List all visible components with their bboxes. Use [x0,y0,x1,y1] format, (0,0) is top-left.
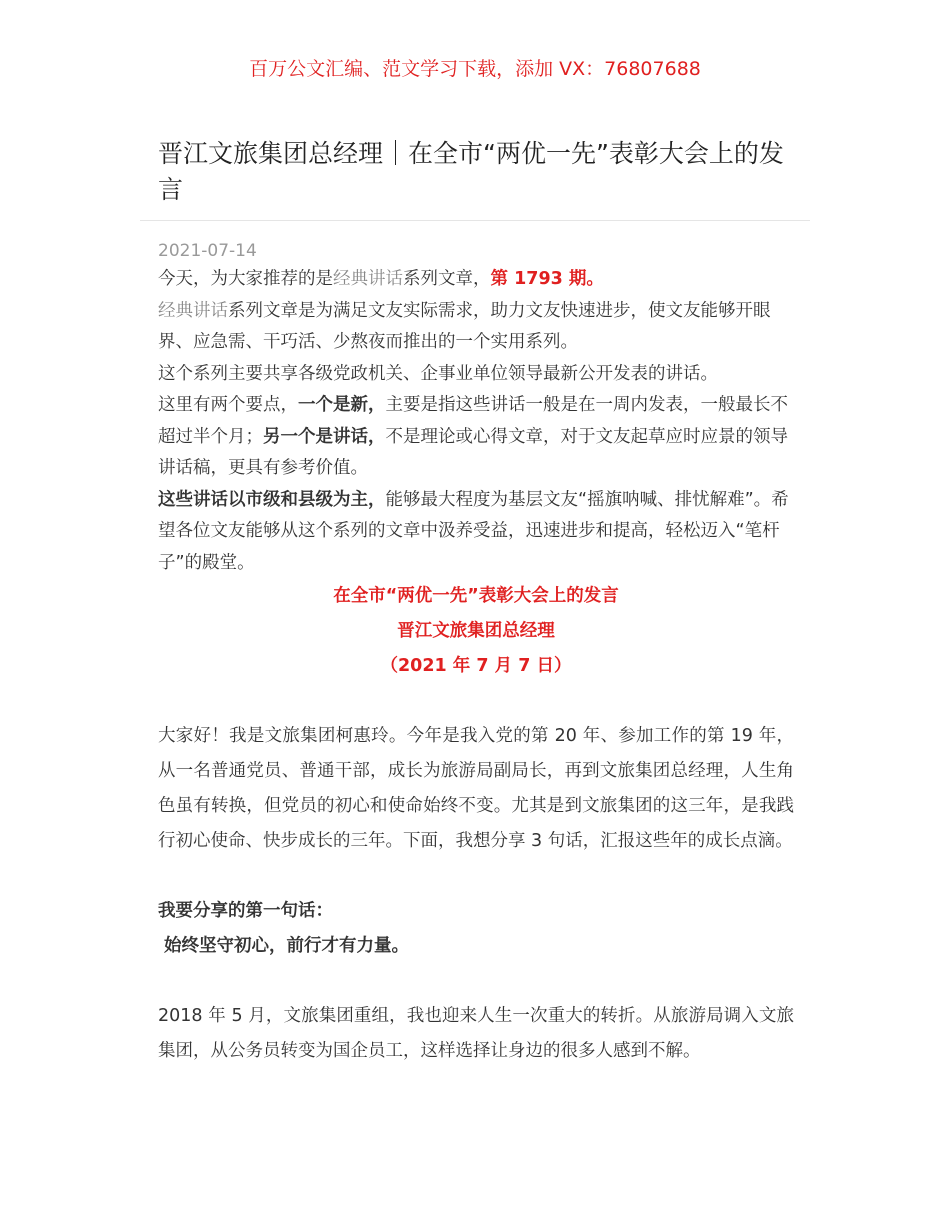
intro-text: 主要是指这些讲话一般是在一周内发表，一般最长不超过半个月； [158,395,788,447]
spacer [158,859,794,894]
spacer [158,684,794,719]
intro-paragraph-4 [158,390,794,485]
title-divider [140,220,810,221]
intro-paragraph-3: 这个系列主要共享各级党政机关、企事业单位领导最新公开发表的讲话。 [158,363,718,384]
intro-text: 这里有两个要点， [158,395,298,415]
intro-paragraph-1 [158,264,794,296]
speech-speaker: 晋江文旅集团总经理 [397,621,555,641]
intro-paragraph-5 [158,485,794,580]
series-name: 经典讲话 [158,300,228,321]
article-title: 晋江文旅集团总经理｜在全市“两优一先”表彰大会上的发言 [158,139,784,204]
intro-text: 系列文章是为满足文友实际需求，助力文友快速进步，使文友能够开眼界、应急需、干巧活、少熬夜而推出的一个实用系列。 [158,300,771,352]
speech-paragraph-2: 2018 年 5 月，文旅集团重组，我也迎来人生一次重大的转折。从旅游局调入文旅集团，从公务员转变为国企员工，这样选择让身边的很多人感到不解。 [158,1006,794,1061]
emphasis-text: 另一个是讲话， [263,426,386,447]
intro-paragraph-2 [158,296,794,359]
intro-text: 能够最大程度为基层文友“摇旗呐喊、排忧解难”。希望各位文友能够从这个系列的文章中汲养受益，迅速进步和提高，轻松迈入“笔杆子”的殿堂。 [158,489,789,573]
emphasis-text: 这些讲话以市级和县级为主， [158,489,386,510]
emphasis-text: 一个是新， [298,395,386,415]
section-subheading: 我要分享的第一句话： [158,901,333,921]
publish-date: 2021-07-14 [158,241,257,261]
speech-paragraph-1: 大家好！我是文旅集团柯惠玲。今年是我入党的第 20 年、参加工作的第 19 年，从一名普通党员、普通干部，成长为旅游局副局长，再到文旅集团总经理，人生角色虽有转换，但党员的初心和使命始终不变。尤其是到文旅集团的这三年，是我践行初心使命、快步成长的三年。下面，我想分享 3 句话，汇报这些年的成长点滴。 [158,726,794,851]
promo-banner: 百万公文汇编、范文学习下载，添加 VX：76807688 [249,58,701,80]
spacer [158,964,794,999]
article-content [158,238,794,1069]
speech-date: （2021 年 7 月 7 日） [380,656,572,676]
issue-number: 第 1793 期。 [490,269,604,289]
intro-text: 今天，为大家推荐的是 [158,269,333,289]
series-name: 经典讲话 [333,269,403,289]
intro-text: 不是理论或心得文章，对于文友起草应时应景的领导讲话稿，更具有参考价值。 [158,426,788,478]
section-key-sentence: 始终坚守初心，前行才有力量。 [164,936,409,956]
speech-heading: 在全市“两优一先”表彰大会上的发言 [333,586,619,606]
intro-text: 系列文章， [403,269,491,289]
